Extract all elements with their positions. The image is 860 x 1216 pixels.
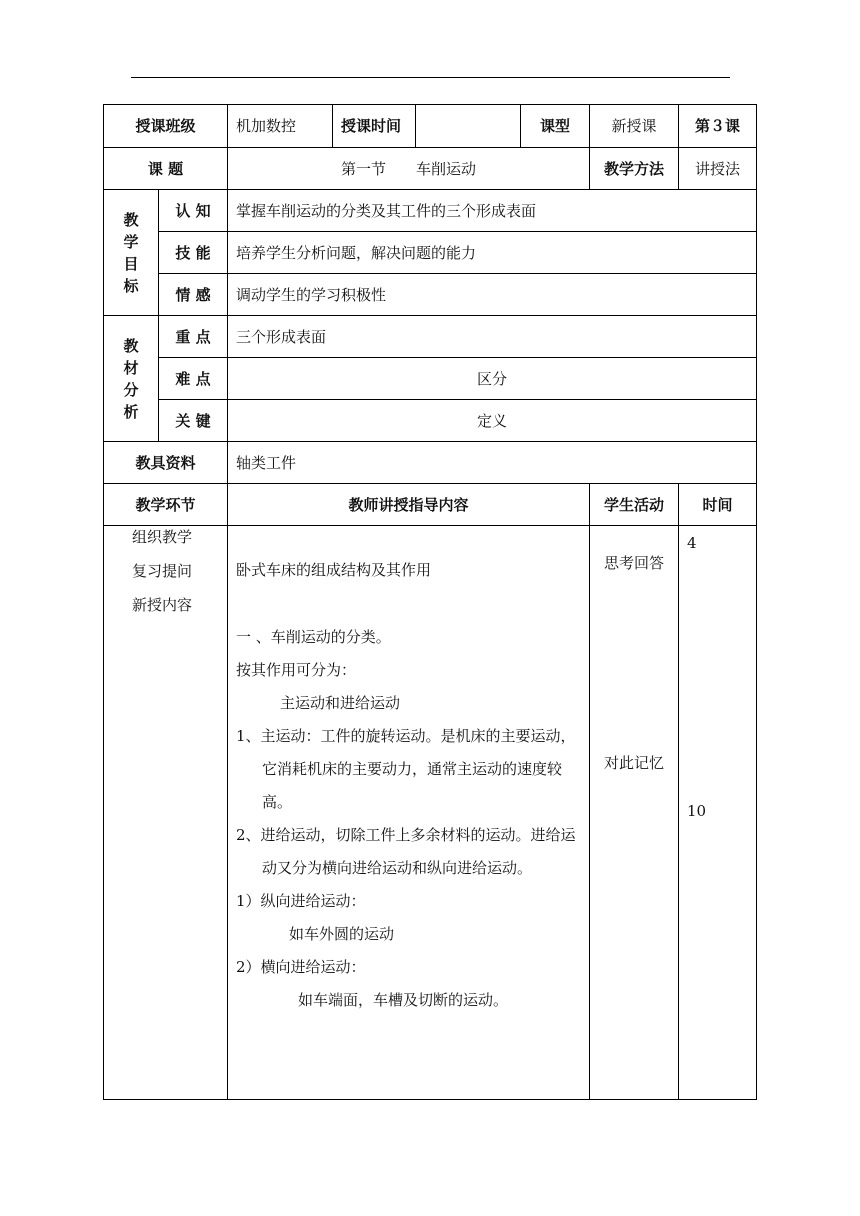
method-value: 讲授法 bbox=[679, 148, 757, 190]
time-item: 4 bbox=[687, 534, 697, 552]
time-item: 10 bbox=[687, 802, 707, 820]
type-value: 新授课 bbox=[590, 105, 679, 148]
content-line: 如车端面，车槽及切断的运动。 bbox=[298, 991, 509, 1009]
content-line: 1、主运动：工件的旋转运动。是机床的主要运动，它消耗机床的主要动力，通常主运动的速度较高。 bbox=[236, 727, 576, 811]
analysis-value: 区分 bbox=[228, 358, 757, 400]
content-line: 一 、车削运动的分类。 bbox=[236, 628, 391, 646]
content-line: 如车外圆的运动 bbox=[289, 925, 395, 943]
stage-item: 组织教学 bbox=[132, 528, 193, 546]
header-rule bbox=[131, 77, 730, 78]
analysis-row bbox=[104, 400, 757, 442]
goal-row bbox=[104, 274, 757, 316]
stage-item: 复习提问 bbox=[132, 562, 193, 580]
analysis-group-label: 教 材 分 析 bbox=[104, 316, 159, 442]
analysis-row bbox=[104, 358, 757, 400]
content-line: 主运动和进给运动 bbox=[280, 694, 401, 712]
goal-label: 情 感 bbox=[159, 274, 228, 316]
spacer bbox=[598, 574, 670, 752]
teaching-content bbox=[228, 526, 590, 1100]
content-line: 按其作用可分为： bbox=[236, 661, 357, 679]
analysis-label: 重 点 bbox=[159, 316, 228, 358]
materials-value: 轴类工件 bbox=[228, 442, 757, 484]
goal-value: 掌握车削运动的分类及其工件的三个形成表面 bbox=[228, 190, 757, 232]
materials-row bbox=[104, 442, 757, 484]
activity-item: 思考回答 bbox=[604, 554, 665, 572]
content-line: 1）纵向进给运动： bbox=[236, 892, 366, 910]
analysis-label: 关 键 bbox=[159, 400, 228, 442]
goals-group-label: 教 学 目 标 bbox=[104, 190, 159, 316]
analysis-row bbox=[104, 316, 757, 358]
topic-value: 第一节 车削运动 bbox=[228, 148, 590, 190]
goal-label: 认 知 bbox=[159, 190, 228, 232]
spacer bbox=[236, 587, 583, 621]
column-stage: 教学环节 bbox=[104, 484, 228, 526]
activity-item: 对此记忆 bbox=[604, 754, 665, 772]
column-time: 时间 bbox=[679, 484, 757, 526]
analysis-value: 定义 bbox=[228, 400, 757, 442]
type-label: 课型 bbox=[521, 105, 590, 148]
analysis-value: 三个形成表面 bbox=[228, 316, 757, 358]
goal-value: 培养学生分析问题，解决问题的能力 bbox=[228, 232, 757, 274]
goal-label: 技 能 bbox=[159, 232, 228, 274]
spacer bbox=[687, 558, 748, 800]
column-header-row bbox=[104, 484, 757, 526]
content-line: 2、进给运动，切除工件上多余材料的运动。进给运动又分为横向进给运动和纵向进给运动。 bbox=[236, 826, 576, 877]
class-label: 授课班级 bbox=[104, 105, 228, 148]
header-row bbox=[104, 105, 757, 148]
lesson-plan-table bbox=[103, 104, 757, 1100]
time-column bbox=[679, 526, 757, 1100]
goal-value: 调动学生的学习积极性 bbox=[228, 274, 757, 316]
class-value: 机加数控 bbox=[228, 105, 333, 148]
method-label: 教学方法 bbox=[590, 148, 679, 190]
student-activity bbox=[590, 526, 679, 1100]
body-row bbox=[104, 526, 757, 1100]
lesson-number: 第３课 bbox=[679, 105, 757, 148]
time-label: 授课时间 bbox=[333, 105, 416, 148]
content-line: 2）横向进给运动： bbox=[236, 958, 366, 976]
goal-row bbox=[104, 232, 757, 274]
topic-label: 课 题 bbox=[104, 148, 228, 190]
stage-item: 新授内容 bbox=[132, 596, 193, 614]
column-content: 教师讲授指导内容 bbox=[228, 484, 590, 526]
content-line: 卧式车床的组成结构及其作用 bbox=[236, 561, 432, 579]
topic-row bbox=[104, 148, 757, 190]
analysis-label: 难 点 bbox=[159, 358, 228, 400]
time-value bbox=[416, 105, 521, 148]
goal-row bbox=[104, 190, 757, 232]
materials-label: 教具资料 bbox=[104, 442, 228, 484]
stage-list bbox=[104, 526, 228, 1100]
column-activity: 学生活动 bbox=[590, 484, 679, 526]
